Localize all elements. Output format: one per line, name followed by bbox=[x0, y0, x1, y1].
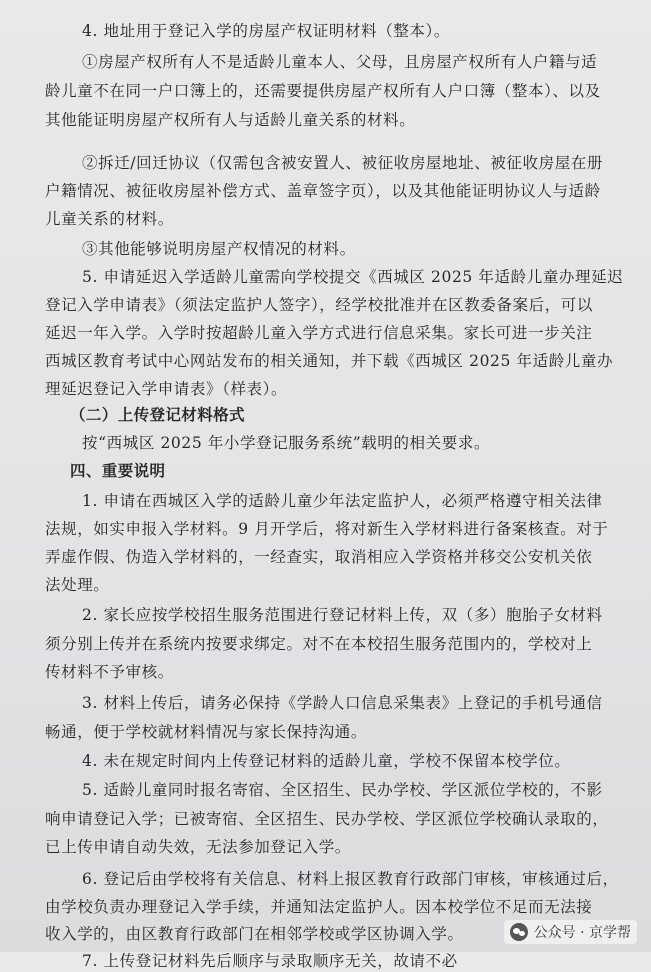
text-line: 传材料不予审核。 bbox=[45, 663, 174, 681]
section-heading: （二）上传登记材料格式 bbox=[70, 406, 245, 424]
text-line: 户籍情况、被征收房屋补偿方式、盖章签字页），以及其他能证明协议人与适龄 bbox=[45, 182, 601, 200]
text-line: 儿童关系的材料。 bbox=[45, 210, 174, 228]
text-line: 延迟一年入学。入学时按超龄儿童入学方式进行信息采集。家长可进一步关注 bbox=[45, 324, 593, 342]
text-line: 1. 申请在西城区入学的适龄儿童少年法定监护人，必须严格遵守相关法律 bbox=[82, 492, 603, 510]
watermark-label: 公众号 · 京学帮 bbox=[533, 925, 631, 941]
text-line: 法处理。 bbox=[45, 576, 110, 594]
text-line: 弄虚作假、伪造入学材料的，一经查实，取消相应入学资格并移交公安机关依 bbox=[45, 548, 593, 566]
wechat-watermark bbox=[504, 920, 637, 944]
text-line: 4. 未在规定时间内上传登记材料的适龄儿童，学校不保留本校学位。 bbox=[82, 752, 571, 770]
text-line: 须分别上传并在系统内按要求绑定。对不在本校招生服务范围内的，学校对上 bbox=[45, 635, 593, 653]
text-line: ③其他能够说明房屋产权情况的材料。 bbox=[82, 240, 356, 258]
text-line: 畅通，便于学校就材料情况与家长保持沟通。 bbox=[45, 723, 368, 741]
text-line: 2. 家长应按学校招生服务范围进行登记材料上传，双（多）胞胎子女材料 bbox=[82, 606, 603, 624]
text-line: 西城区教育考试中心网站发布的相关通知，并下载《西城区 2025 年适龄儿童办 bbox=[45, 352, 614, 370]
text-line: 7. 上传登记材料先后顺序与录取顺序无关，故请不必 bbox=[82, 952, 458, 970]
section-heading: 四、重要说明 bbox=[70, 462, 166, 480]
text-line: 法规，如实申报入学材料。9 月开学后，将对新生入学材料进行备案核查。对于 bbox=[45, 520, 609, 538]
text-line: 5. 适龄儿童同时报名寄宿、全区招生、民办学校、学区派位学校的，不影 bbox=[82, 781, 603, 799]
text-line: 3. 材料上传后，请务必保持《学龄人口信息采集表》上登记的手机号通信 bbox=[82, 694, 603, 712]
text-line: 由学校负责办理登记入学手续，并通知法定监护人。因本校学位不足而无法接 bbox=[45, 898, 593, 916]
text-line: ②拆迁/回迁协议（仅需包含被安置人、被征收房屋地址、被征收房屋在册 bbox=[82, 154, 604, 172]
wechat-icon bbox=[510, 923, 528, 941]
text-line: 其他能证明房屋产权所有人与适龄儿童关系的材料。 bbox=[45, 111, 416, 129]
text-line: 响申请登记入学；已被寄宿、全区招生、民办学校、学区派位学校确认录取的， bbox=[45, 810, 609, 828]
text-line: 4. 地址用于登记入学的房屋产权证明材料（整本）。 bbox=[82, 22, 450, 40]
text-line: 理延迟登记入学申请表》（样表）。 bbox=[45, 380, 288, 398]
text-line: 登记入学申请表》（须法定监护人签字），经学校批准并在区教委备案后，可以 bbox=[45, 296, 594, 314]
text-line: 收入学的，由区教育行政部门在相邻学校或学区协调入学。 bbox=[45, 925, 464, 943]
text-line: 5. 申请延迟入学适龄儿童需向学校提交《西城区 2025 年适龄儿童办理延迟 bbox=[82, 268, 624, 286]
text-line: ①房屋产权所有人不是适龄儿童本人、父母，且房屋产权所有人户籍与适 bbox=[82, 53, 598, 71]
text-line: 龄儿童不在同一户口簿上的，还需要提供房屋产权所有人户口簿（整本）、以及 bbox=[45, 82, 601, 100]
text-line: 已上传申请自动失效，无法参加登记入学。 bbox=[45, 838, 351, 856]
text-line: 按“西城区 2025 年小学登记服务系统”载明的相关要求。 bbox=[82, 434, 491, 452]
text-line: 6. 登记后由学校将有关信息、材料上报区教育行政部门审核，审核通过后， bbox=[82, 870, 619, 888]
